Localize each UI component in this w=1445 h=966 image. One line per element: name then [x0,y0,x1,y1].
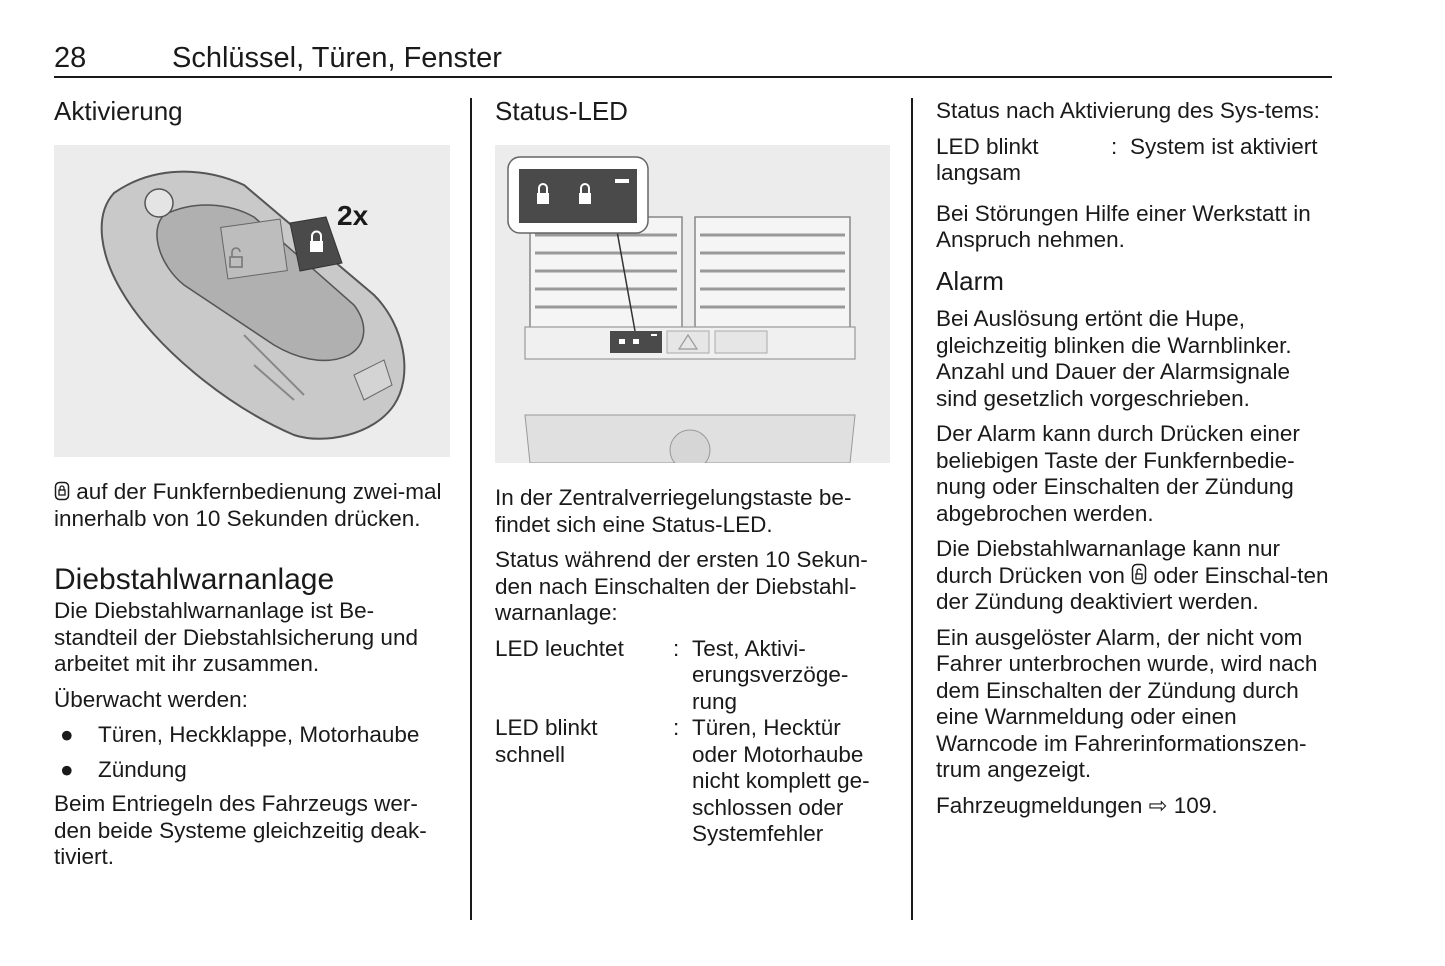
status-led-paragraph: In der Zentralverriegelungstaste be-findet sich eine Status-LED. [495,485,852,537]
bullet-icon: ● [60,722,74,747]
table-row [495,715,890,848]
column-3 [936,98,1332,828]
intro-paragraph: Die Diebstahlwarnanlage ist Be-standteil der Diebstahlsicherung und arbeitet mit ihr zusammen. [54,598,418,676]
table-term: LED blinkt schnell [495,715,598,767]
remote-key-figure [54,145,450,457]
activation-text: auf der Funkfernbedienung zwei-mal innerhalb von 10 Sekunden drücken. [54,479,442,531]
lock-icon [54,481,70,501]
table-description: Test, Aktivi-erungsverzöge-rung [692,635,849,714]
list-item-text: Zündung [98,756,187,782]
alarm-paragraph-4: Ein ausgelöster Alarm, der nicht vom Fahrer unterbrochen wurde, wird nach dem Einschalten der Zündung durch eine Warnmeldung oder einen Warncode im Fahrerinformationszen-trum angezeigt. [936,624,1318,782]
alarm-paragraph-3-end: oder Einschal-ten der Zündung deaktiviert werden. [936,562,1329,614]
table-row [495,636,890,716]
alarm-paragraph-3 [936,536,1332,616]
arrow-right-icon: ⇨ [1148,792,1168,818]
press-twice-label: 2x [337,200,369,231]
unlock-icon [1131,563,1147,585]
table-description: System ist aktiviert [1130,133,1318,159]
status-table [495,636,890,848]
heading-activation: Aktivierung [54,96,183,126]
table-description: Türen, Hecktür oder Motorhaube nicht komplett ge-schlossen oder Systemfehler [692,715,870,846]
alarm-paragraph-2: Der Alarm kann durch Drücken einer beliebigen Taste der Funkfernbedie-nung oder Einschalten der Zündung abgebrochen werden. [936,421,1300,526]
page-number: 28 [54,42,87,74]
table-term: LED blinkt langsam [936,133,1039,185]
alarm-paragraph-1: Bei Auslösung ertönt die Hupe, gleichzeitig blinken die Warnblinker. Anzahl und Dauer der Alarmsignale sind gesetzlich vorgeschrieben. [936,306,1292,411]
alarm-paragraph-3-start: Die Diebstahlwarnanlage kann nur durch Drücken von [936,536,1280,588]
page-header [54,40,1332,78]
fault-paragraph: Bei Störungen Hilfe einer Werkstatt in Anspruch nehmen. [936,200,1311,252]
remote-key-illustration [54,145,450,457]
status-first-seconds: Status während der ersten 10 Sekun-den nach Einschalten der Diebstahl-warnanlage: [495,547,868,625]
monitored-label: Überwacht werden: [54,686,248,712]
center-console-illustration [495,145,890,463]
dashboard-figure [495,145,890,463]
column-2 [495,98,890,854]
reference-text: Fahrzeugmeldungen [936,792,1143,818]
table-term: LED leuchtet [495,635,624,661]
table-separator: : [1111,133,1118,159]
section-title: Diebstahlwarnanlage [54,563,335,596]
table-separator: : [673,635,680,661]
list-item [54,722,450,749]
status-after-activation: Status nach Aktivierung des Sys-tems: [936,98,1320,123]
column-divider-1 [470,98,472,920]
reference-line [936,793,1332,820]
bullet-icon: ● [60,756,74,782]
column-divider-2 [911,98,913,920]
list-item-text: Türen, Heckklappe, Motorhaube [98,722,420,747]
chapter-title: Schlüssel, Türen, Fenster [172,42,502,74]
heading-status-led: Status-LED [495,96,628,126]
table-separator: : [673,715,680,740]
table-row [936,134,1332,187]
unlock-paragraph: Beim Entriegeln des Fahrzeugs wer-den beide Systeme gleichzeitig deak-tiviert. [54,791,427,869]
heading-alarm: Alarm [936,265,1004,296]
activation-status-table [936,134,1332,187]
reference-page[interactable]: 109. [1173,792,1218,818]
column-1 [54,98,450,880]
list-item [54,757,450,784]
